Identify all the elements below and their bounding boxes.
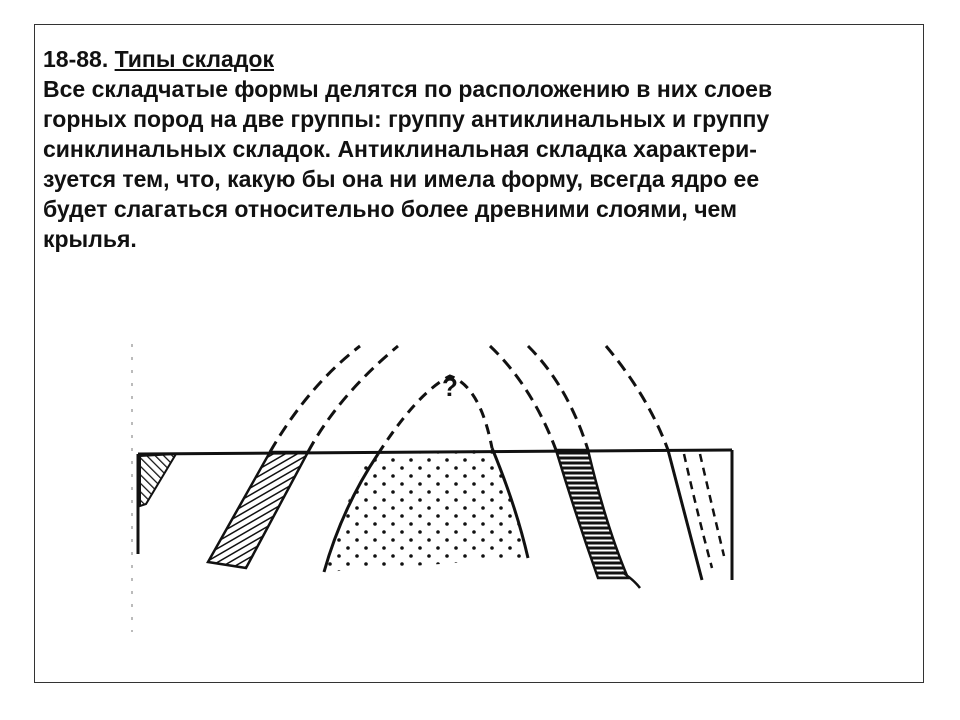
left-corner-layer [140, 454, 176, 506]
slide-number: 18-88. [43, 46, 109, 72]
eroded-outer-left-arc [270, 346, 360, 452]
eroded-outer-right-arc [528, 346, 588, 450]
question-mark: ? [442, 372, 458, 402]
far-right-dashed-limb-1 [684, 454, 712, 568]
slide-text [43, 44, 903, 254]
eroded-middle-right-arc [490, 346, 556, 450]
right-layer-tail [622, 572, 640, 588]
left-hatched-layer [208, 452, 308, 568]
dotted-core [324, 448, 528, 572]
eroded-far-right-arc [606, 346, 668, 450]
slide-title: Типы складок [114, 46, 274, 72]
slide-body: Все складчатые формы делятся по расположению в них слоев горных пород на две группы: группу антиклинальных и группу синклинальных складок. Антиклинальная складка характери- зуется тем, что, какую бы она ни имела форму, всегда ядро ее будет слагаться относительно более древними слоями, чем крылья. [43, 76, 773, 252]
far-right-limb [668, 450, 702, 580]
fold-diagram [128, 336, 748, 636]
right-hatched-layer [556, 450, 628, 578]
eroded-middle-left-arc [308, 346, 398, 452]
eroded-inner-arc [378, 376, 492, 454]
